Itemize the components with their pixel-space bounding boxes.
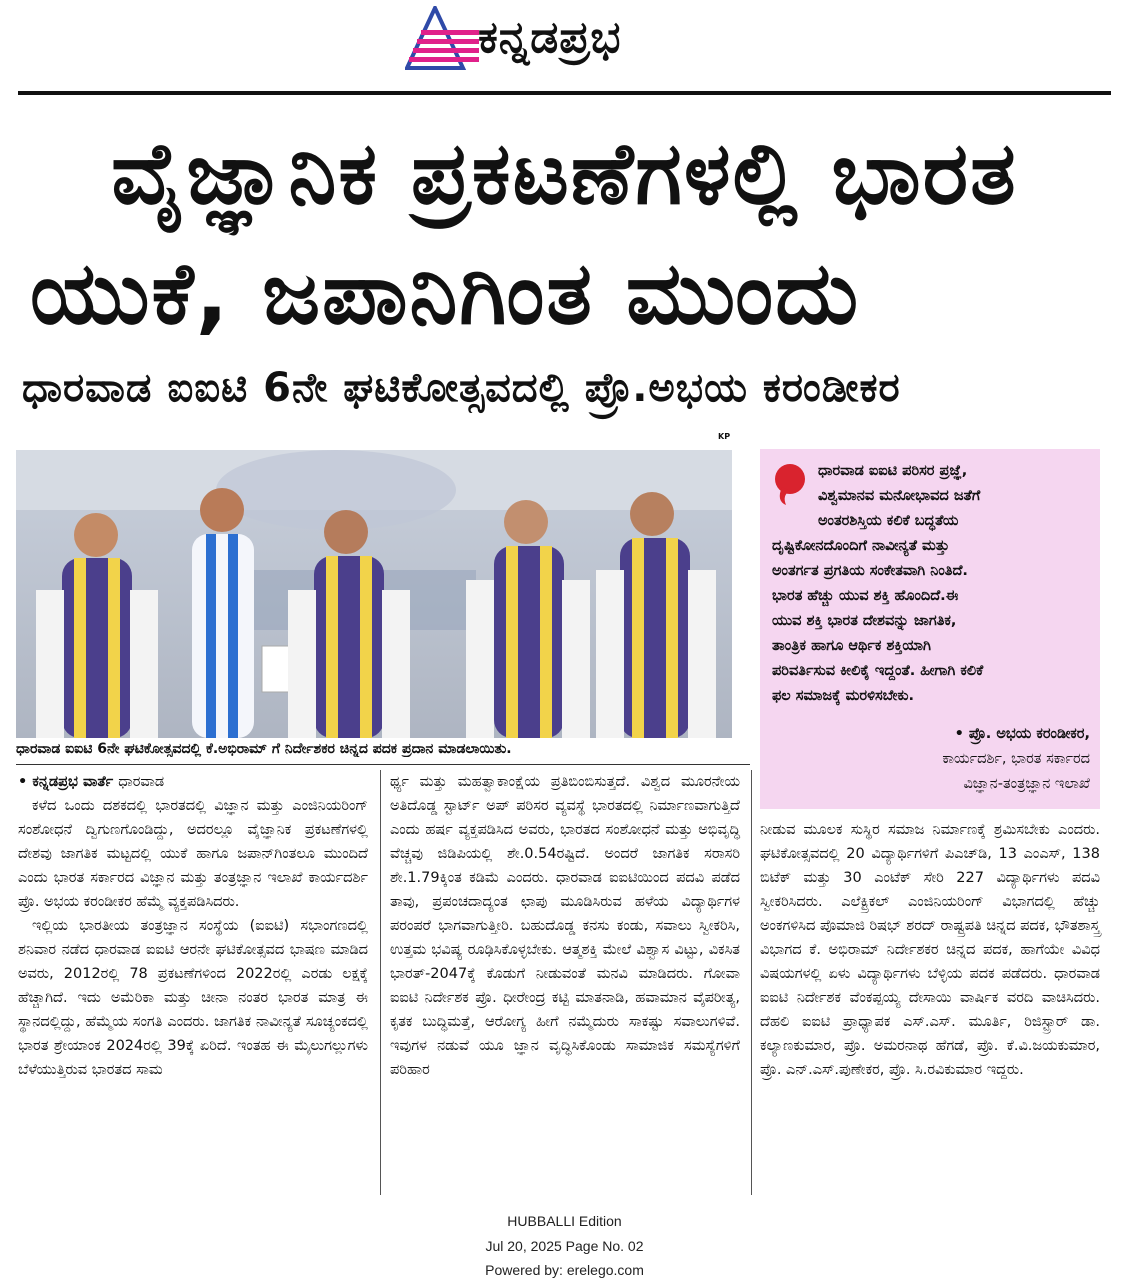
article-paragraph: ಇಲ್ಲಿಯ ಭಾರತೀಯ ತಂತ್ರಜ್ಞಾನ ಸಂಸ್ಥೆಯ (ಐಐಟಿ) ಸಭಾಂಗಣದಲ್ಲಿ ಶನಿವಾರ ನಡೆದ ಧಾರವಾಡ ಐಐಟಿ ಆರನೇ ಘಟಿಕೋತ್ಸವದ ಭಾಷಣ ಮಾಡಿದ ಅವರು, 2012ರಲ್ಲಿ 78 ಪ್ರಕಟಣೆಗಳಿಂದ 2022ರಲ್ಲಿ ಎರಡು ಲಕ್ಷಕ್ಕೆ ಹೆಚ್ಚಾಗಿದೆ. ಇದು ಅಮೆರಿಕಾ ಮತ್ತು ಚೀನಾ ನಂತರ ಭಾರತ ಮಾತ್ರ ಈ ಸ್ಥಾನದಲ್ಲಿದ್ದು, ಹೆಮ್ಮೆಯ ಸಂಗತಿ ಎಂದರು. ಜಾಗತಿಕ ನಾವೀನ್ಯತೆ ಸೂಚ್ಯಂಕದಲ್ಲಿ ಭಾರತ ಶ್ರೇಯಾಂಕ 2024ರಲ್ಲಿ 39ಕ್ಕೆ ಏರಿದೆ. ಇಂತಹ ಈ ಮೈಲುಗಲ್ಲುಗಳು ಬೆಳೆಯುತ್ತಿರುವ ಭಾರತದ ಸಾಮ: [18, 918, 368, 1078]
edition-label: HUBBALLI Edition: [507, 1213, 622, 1229]
headline-line-2: ಯುಕೆ, ಜಪಾನಿಗಿಂತ ಮುಂದು: [30, 244, 861, 344]
column-divider: [751, 770, 752, 1195]
quote-line: ಅಂತರಶಿಸ್ತಿಯ ಕಲಿಕೆ ಬದ್ಧತೆಯ: [818, 513, 959, 529]
quote-line: ಧಾರವಾಡ ಐಐಟಿ ಪರಿಸರ ಪ್ರಜ್ಞೆ,: [818, 463, 968, 479]
quote-designation-1: ಕಾರ್ಯದರ್ಶಿ, ಭಾರತ ಸರ್ಕಾರದ: [942, 751, 1090, 767]
quote-line: ತಾಂತ್ರಿಕ ಹಾಗೂ ಆರ್ಥಿಕ ಶಕ್ತಿಯಾಗಿ: [772, 638, 931, 654]
quote-line: ಅಂತರ್ಗತ ಪ್ರಗತಿಯ ಸಂಕೇತವಾಗಿ ನಿಂತಿದೆ.: [772, 563, 968, 579]
quote-line: ದೃಷ್ಟಿಕೋನದೊಂದಿಗೆ ನಾವೀನ್ಯತೆ ಮತ್ತು: [772, 538, 950, 554]
date-page-label: Jul 20, 2025 Page No. 02: [485, 1238, 644, 1254]
quote-attribution: [942, 722, 1090, 797]
article-column-2: [390, 770, 740, 1082]
quote-mark-icon: [772, 463, 806, 505]
masthead-title: ಕನ್ನಡಪ್ರಭ: [478, 12, 622, 63]
quote-line: ವಿಶ್ವಮಾನವ ಮನೋಭಾವದ ಜತೆಗೆ: [818, 488, 981, 504]
column-divider: [380, 770, 381, 1195]
article-paragraph: ಕಳೆದ ಒಂದು ದಶಕದಲ್ಲಿ ಭಾರತದಲ್ಲಿ ವಿಜ್ಞಾನ ಮತ್ತು ಎಂಜಿನಿಯರಿಂಗ್ ಸಂಶೋಧನೆ ದ್ವಿಗುಣಗೊಂಡಿದ್ದು, ಅದರಲ್ಲೂ ವೈಜ್ಞಾನಿಕ ಪ್ರಕಟಣೆಗಳಲ್ಲಿ ದೇಶವು ಜಾಗತಿಕ ಮಟ್ಟದಲ್ಲಿ ಯುಕೆ ಹಾಗೂ ಜಪಾನ್‌ಗಿಂತಲೂ ಮುಂದಿದೆ ಎಂದು ಭಾರತ ಸರ್ಕಾರದ ವಿಜ್ಞಾನ ಮತ್ತು ತಂತ್ರಜ್ಞಾನ ಇಲಾಖೆ ಕಾರ್ಯದರ್ಶಿ ಪ್ರೊ. ಅಭಯ ಕರಂಡೀಕರ ಹೆಮ್ಮೆ ವ್ಯಕ್ತಪಡಿಸಿದರು.: [18, 798, 368, 910]
photo-credit: KP: [718, 432, 731, 441]
byline-source: • ಕನ್ನಡಪ್ರಭ ವಾರ್ತೆ: [18, 774, 114, 790]
pull-quote-box: [760, 449, 1100, 809]
powered-by-label: Powered by: erelego.com: [485, 1262, 644, 1278]
quote-author: • ಪ್ರೊ. ಅಭಯ ಕರಂಡೀಕರ,: [954, 726, 1090, 742]
article-column-1: [18, 770, 368, 1082]
pull-quote-text: [772, 459, 1092, 709]
quote-line: ಫಲ ಸಮಾಜಕ್ಕೆ ಮರಳಿಸಬೇಕು.: [772, 688, 914, 704]
convocation-photo-illustration: [16, 450, 732, 738]
byline-place: ಧಾರವಾಡ: [118, 774, 165, 790]
masthead-divider: [18, 91, 1111, 95]
byline: [18, 770, 368, 794]
caption-divider: [16, 764, 750, 765]
convocation-photo: [16, 450, 732, 738]
quote-line: ಪರಿವರ್ತಿಸುವ ಕೀಲಿಕೈ ಇದ್ದಂತೆ. ಹೀಗಾಗಿ ಕಲಿಕೆ: [772, 663, 984, 679]
quote-line: ಯುವ ಶಕ್ತಿ ಭಾರತ ದೇಶವನ್ನು ಜಾಗತಿಕ,: [772, 613, 957, 629]
quote-line: ಭಾರತ ಹೆಚ್ಚು ಯುವ ಶಕ್ತಿ ಹೊಂದಿದೆ.ಈ: [772, 588, 959, 604]
subheadline: ಧಾರವಾಡ ಐಐಟಿ 6ನೇ ಘಟಿಕೋತ್ಸವದಲ್ಲಿ ಪ್ರೊ.ಅಭಯ ಕರಂಡೀಕರ: [22, 365, 901, 411]
photo-caption: ಧಾರವಾಡ ಐಐಟಿ 6ನೇ ಘಟಿಕೋತ್ಸವದಲ್ಲಿ ಕೆ.ಅಭಿರಾಮ್ ಗೆ ನಿರ್ದೇಶಕರ ಚಿನ್ನದ ಪದಕ ಪ್ರದಾನ ಮಾಡಲಾಯಿತು.: [16, 741, 512, 757]
headline-line-1: ವೈಜ್ಞಾನಿಕ ಪ್ರಕಟಣೆಗಳಲ್ಲಿ ಭಾರತ: [111, 124, 1018, 224]
masthead: [0, 0, 1129, 96]
article-column-3: [760, 818, 1100, 1082]
kannadaprabha-logo-icon: [405, 6, 481, 72]
article-paragraph: ರ್ಥ್ಯ ಮತ್ತು ಮಹತ್ವಾಕಾಂಕ್ಷೆಯ ಪ್ರತಿಬಿಂಬಿಸುತ್ತದೆ. ವಿಶ್ವದ ಮೂರನೇಯ ಅತಿದೊಡ್ಡ ಸ್ಟಾರ್ಟ್ ಅಪ್ ಪರಿಸರ ವ್ಯವಸ್ಥೆ ಭಾರತದಲ್ಲಿ ನಿರ್ಮಾಣವಾಗುತ್ತಿದೆ ಎಂದು ಹರ್ಷ ವ್ಯಕ್ತಪಡಿಸಿದ ಅವರು, ಭಾರತದ ಸಂಶೋಧನೆ ಮತ್ತು ಅಭಿವೃದ್ಧಿ ವೆಚ್ಚವು ಜಿಡಿಪಿಯಲ್ಲಿ ಶೇ.0.54ರಷ್ಟಿದೆ. ಅಂದರೆ ಜಾಗತಿಕ ಸರಾಸರಿ ಶೇ.1.79ಕ್ಕಿಂತ ಕಡಿಮೆ ಎಂದರು. ಧಾರವಾಡ ಐಐಟಿಯಿಂದ ಪದವಿ ಪಡೆದ ತಾವು, ಪ್ರಪಂಚದಾದ್ಯಂತ ಛಾಪು ಮೂಡಿಸಿರುವ ಹಳೆಯ ವಿದ್ಯಾರ್ಥಿಗಳ ಪರಂಪರೆ ಭಾಗವಾಗುತ್ತೀರಿ. ಬಹುದೊಡ್ಡ ಕನಸು ಕಂಡು, ಸವಾಲು ಸ್ವೀಕರಿಸಿ, ಉತ್ತಮ ಭವಿಷ್ಯ ರೂಢಿಸಿಕೊಳ್ಳಬೇಕು. ಆತ್ಮಶಕ್ತಿ ಮೇಲೆ ವಿಶ್ವಾಸ ವಿಟ್ಟು, ವಿಕಸಿತ ಭಾರತ್-2047ಕ್ಕೆ ಕೊಡುಗೆ ನೀಡುವಂತೆ ಮನವಿ ಮಾಡಿದರು. ಗೋವಾ ಐಐಟಿ ನಿರ್ದೇಶಕ ಪ್ರೊ. ಧೀರೇಂದ್ರ ಕಟ್ಟಿ ಮಾತನಾಡಿ, ಹವಾಮಾನ ವೈಪರೀತ್ಯ, ಕೃತಕ ಬುದ್ಧಿಮತ್ತೆ, ಆರೋಗ್ಯ ಹೀಗೆ ನಮ್ಮೆದುರು ಸಾಕಷ್ಟು ಸವಾಲುಗಳಿವೆ. ಇವುಗಳ ನಡುವೆ ಯೂ ಜ್ಞಾನ ವೃದ್ಧಿಸಿಕೊಂಡು ಸಾಮಾಜಿಕ ಸಮಸ್ಯೆಗಳಿಗೆ ಪರಿಹಾರ: [390, 774, 740, 1078]
article-paragraph: ನೀಡುವ ಮೂಲಕ ಸುಸ್ಥಿರ ಸಮಾಜ ನಿರ್ಮಾಣಕ್ಕೆ ಶ್ರಮಿಸಬೇಕು ಎಂದರು. ಘಟಿಕೋತ್ಸವದಲ್ಲಿ 20 ವಿದ್ಯಾರ್ಥಿಗಳಿಗೆ ಪಿಎಚ್‌ಡಿ, 13 ಎಂಎಸ್, 138 ಬಿಟೆಕ್ ಮತ್ತು 30 ಎಂಟೆಕ್ ಸೇರಿ 227 ವಿದ್ಯಾರ್ಥಿಗಳು ಪದವಿ ಸ್ವೀಕರಿಸಿದರು. ಎಲೆಕ್ಟ್ರಿಕಲ್ ಎಂಜಿನಿಯರಿಂಗ್ ವಿಭಾಗದಲ್ಲಿ ಹೆಚ್ಚು ಅಂಕಗಳಿಸಿದ ಪೊಮಾಜಿ ರಿಷಭ್ ಶರದ್ ರಾಷ್ಟ್ರಪತಿ ಚಿನ್ನದ ಪದಕ, ಭೌತಶಾಸ್ತ್ರ ವಿಭಾಗದ ಕೆ. ಅಭಿರಾಮ್ ನಿರ್ದೇಶಕರ ಚಿನ್ನದ ಪದಕ, ಹಾಗೆಯೇ ವಿವಿಧ ವಿಷಯಗಳಲ್ಲಿ ಏಳು ವಿದ್ಯಾರ್ಥಿಗಳು ಬೆಳ್ಳಿಯ ಪದಕ ಪಡೆದರು. ಧಾರವಾಡ ಐಐಟಿ ನಿರ್ದೇಶಕ ವೆಂಕಪ್ಪಯ್ಯ ದೇಸಾಯಿ ವಾರ್ಷಿಕ ವರದಿ ವಾಚಿಸಿದರು. ದೆಹಲಿ ಐಐಟಿ ಪ್ರಾಧ್ಯಾಪಕ ಎಸ್.ಎಸ್. ಮೂರ್ತಿ, ರಿಜಿಸ್ಟ್ರಾರ್ ಡಾ. ಕಲ್ಯಾಣಕುಮಾರ, ಪ್ರೊ. ಅಮರನಾಥ ಹೆಗಡೆ, ಪ್ರೊ. ಕೆ.ವಿ.ಜಯಕುಮಾರ, ಪ್ರೊ. ಎನ್.ಎಸ್.ಪುಣೇಕರ, ಪ್ರೊ. ಸಿ.ರವಿಕುಮಾರ ಇದ್ದರು.: [760, 822, 1100, 1078]
quote-designation-2: ವಿಜ್ಞಾನ-ತಂತ್ರಜ್ಞಾನ ಇಲಾಖೆ: [963, 776, 1090, 792]
